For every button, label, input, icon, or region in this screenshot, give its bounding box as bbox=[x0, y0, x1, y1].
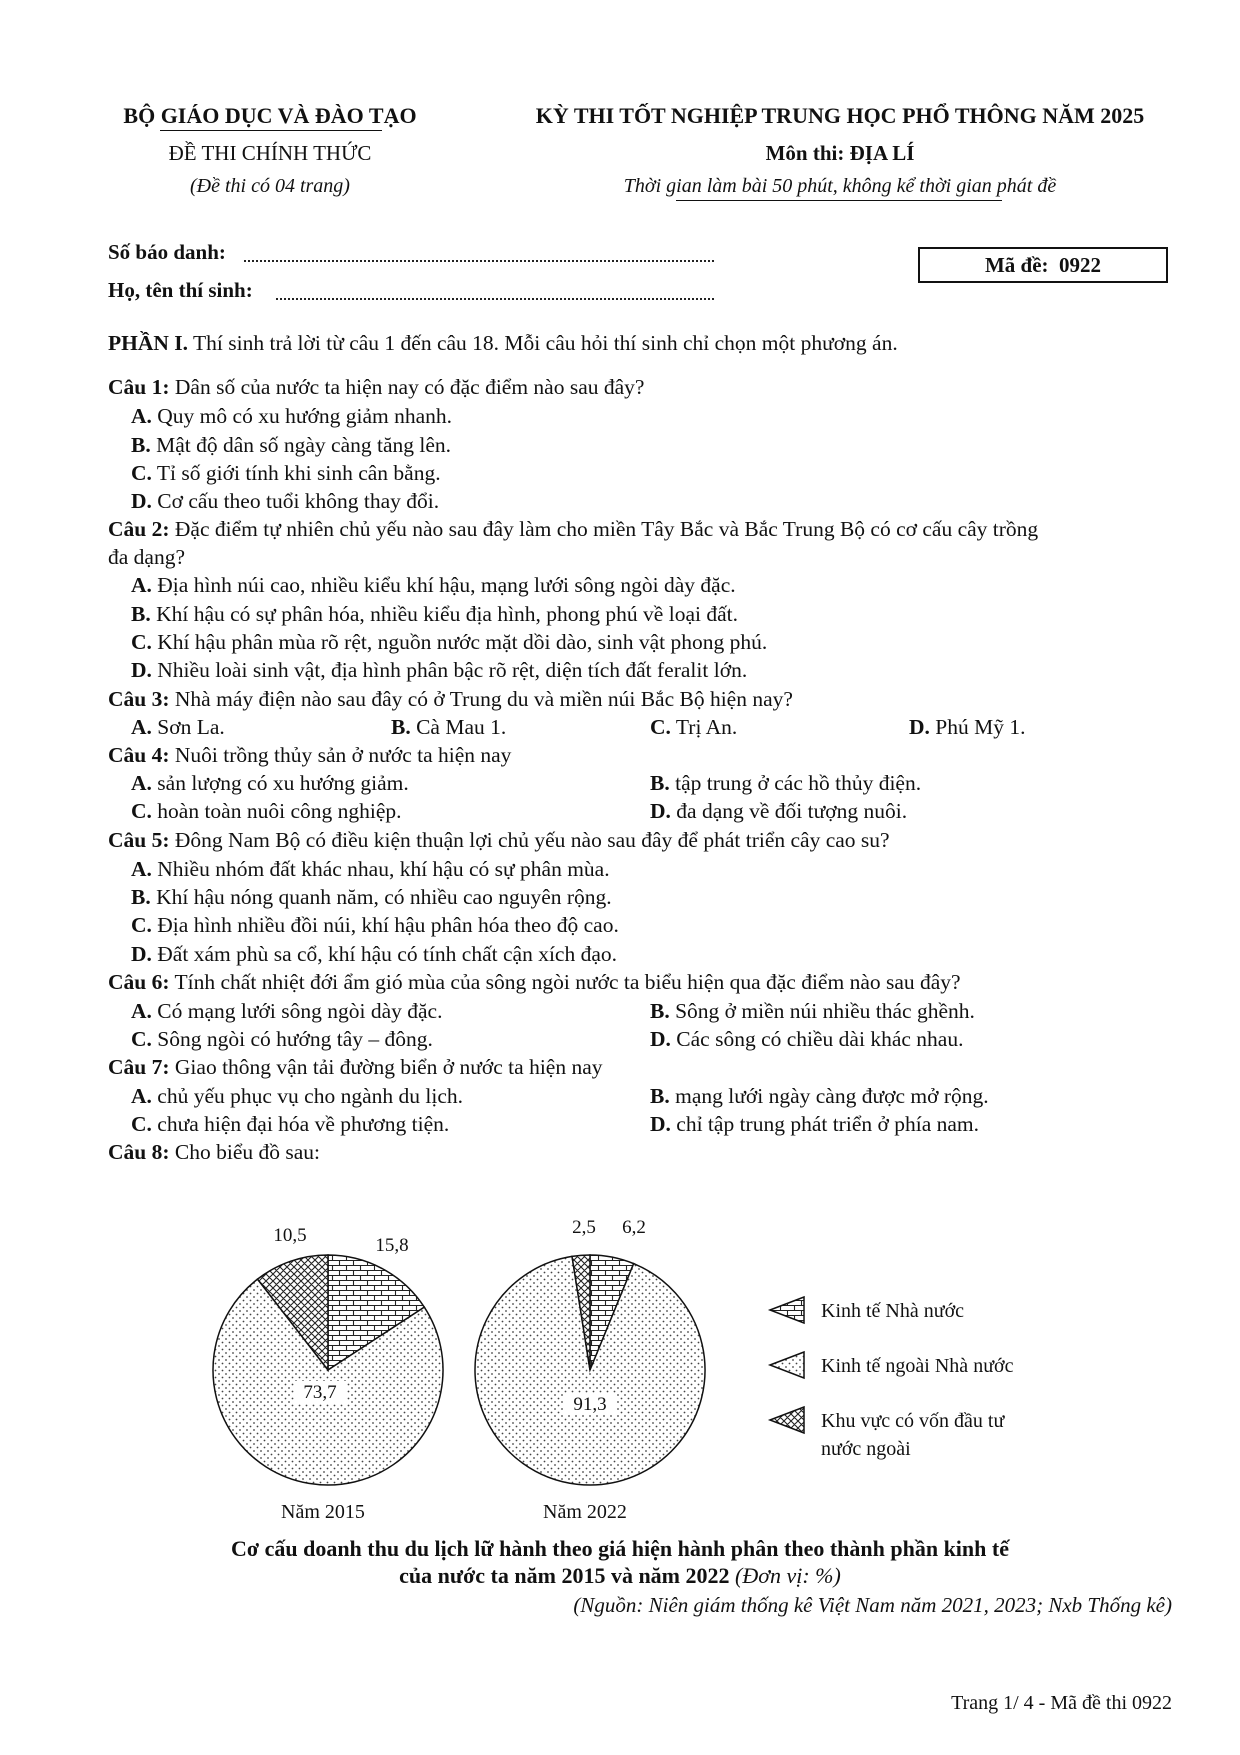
duration-underline bbox=[676, 200, 1002, 201]
candidate-name-label: Họ, tên thí sinh: bbox=[108, 278, 253, 302]
exam-code: 0922 bbox=[1059, 252, 1102, 277]
pie-0-label-2: 10,5 bbox=[273, 1225, 307, 1246]
q5-option-c[interactable]: C. Địa hình nhiều đồi núi, khí hậu phân hóa theo độ cao. bbox=[131, 913, 619, 937]
candidate-name-field[interactable] bbox=[276, 298, 714, 300]
question-1: Câu 1: Dân số của nước ta hiện nay có đặc điểm nào sau đây? bbox=[108, 375, 645, 399]
part-instructions bbox=[108, 329, 898, 357]
pie-1-year: Năm 2022 bbox=[543, 1501, 627, 1523]
official-label: ĐỀ THI CHÍNH THỨC bbox=[168, 141, 372, 165]
q1-option-d[interactable]: D. Cơ cấu theo tuổi không thay đổi. bbox=[131, 489, 440, 513]
question-6: Câu 6: Tính chất nhiệt đới ẩm gió mùa của sông ngòi nước ta biểu hiện qua đặc điểm nào sau đây? bbox=[108, 970, 961, 994]
ministry-name: BỘ GIÁO DỤC VÀ ĐÀO TẠO bbox=[123, 103, 417, 128]
q7-option-d[interactable]: D. chỉ tập trung phát triển ở phía nam. bbox=[650, 1112, 980, 1136]
legend-swatch-0 bbox=[770, 1297, 804, 1323]
pie-chart bbox=[0, 1170, 1240, 1550]
question-8: Câu 8: Cho biểu đồ sau: bbox=[108, 1140, 321, 1164]
candidate-id-label: Số báo danh: bbox=[108, 240, 226, 264]
legend-label-2-1: nước ngoài bbox=[821, 1438, 911, 1460]
q6-option-d[interactable]: D. Các sông có chiều dài khác nhau. bbox=[650, 1027, 964, 1051]
chart-source: (Nguồn: Niên giám thống kê Việt Nam năm 2021, 2023; Nxb Thống kê) bbox=[573, 1593, 1172, 1617]
q1-option-b[interactable]: B. Mật độ dân số ngày càng tăng lên. bbox=[131, 433, 452, 457]
q4-option-d[interactable]: D. đa dạng về đối tượng nuôi. bbox=[650, 799, 908, 823]
subject-label: Môn thi: bbox=[765, 141, 845, 165]
q3-option-d[interactable]: D. Phú Mỹ 1. bbox=[909, 715, 1026, 739]
q3-option-c[interactable]: C. Trị An. bbox=[650, 715, 738, 739]
chart-title-line2: của nước ta năm 2015 và năm 2022 bbox=[399, 1563, 730, 1588]
question-3: Câu 3: Nhà máy điện nào sau đây có ở Trung du và miền núi Bắc Bộ hiện nay? bbox=[108, 687, 793, 711]
question-2-cont: đa dạng? bbox=[108, 545, 186, 569]
chart-title: Cơ cấu doanh thu du lịch lữ hành theo giá hiện hành phân theo thành phần kinh tế bbox=[231, 1536, 1009, 1561]
q2-option-c[interactable]: C. Khí hậu phân mùa rõ rệt, nguồn nước mặt dồi dào, sinh vật phong phú. bbox=[131, 630, 768, 654]
subject-line bbox=[495, 140, 1185, 167]
part-text: Thí sinh trả lời từ câu 1 đến câu 18. Mỗi câu hỏi thí sinh chỉ chọn một phương án. bbox=[193, 331, 898, 355]
q4-option-a[interactable]: A. sản lượng có xu hướng giảm. bbox=[131, 771, 409, 795]
legend-swatch-1 bbox=[770, 1352, 804, 1378]
chart-title-2 bbox=[60, 1562, 1180, 1590]
q5-option-b[interactable]: B. Khí hậu nóng quanh năm, có nhiều cao nguyên rộng. bbox=[131, 885, 612, 909]
ministry-underline bbox=[160, 130, 382, 131]
q6-option-b[interactable]: B. Sông ở miền núi nhiều thác ghềnh. bbox=[650, 999, 975, 1023]
q2-option-b[interactable]: B. Khí hậu có sự phân hóa, nhiều kiểu địa hình, phong phú về loại đất. bbox=[131, 602, 738, 626]
part-label: PHẦN I. bbox=[108, 331, 189, 355]
chart-unit: (Đơn vị: %) bbox=[735, 1563, 841, 1588]
legend-label-1-0: Kinh tế ngoài Nhà nước bbox=[821, 1355, 1014, 1377]
exam-code-label: Mã đề: bbox=[984, 252, 1049, 277]
subject-name: ĐỊA LÍ bbox=[849, 141, 915, 165]
exam-duration: Thời gian làm bài 50 phút, không kể thời gian phát đề bbox=[623, 175, 1057, 197]
exam-code-box bbox=[918, 247, 1168, 283]
q7-option-a[interactable]: A. chủ yếu phục vụ cho ngành du lịch. bbox=[131, 1084, 463, 1108]
q2-option-a[interactable]: A. Địa hình núi cao, nhiều kiểu khí hậu, mạng lưới sông ngòi dày đặc. bbox=[131, 573, 736, 597]
candidate-id-field[interactable] bbox=[244, 260, 714, 262]
q2-option-d[interactable]: D. Nhiều loài sinh vật, địa hình phân bậc rõ rệt, diện tích đất feralit lớn. bbox=[131, 658, 748, 682]
q5-option-d[interactable]: D. Đất xám phù sa cổ, khí hậu có tính chất cận xích đạo. bbox=[131, 942, 618, 966]
question-2: Câu 2: Đặc điểm tự nhiên chủ yếu nào sau đây làm cho miền Tây Bắc và Bắc Trung Bộ có cơ cấu cây trồng bbox=[108, 517, 1039, 541]
legend-swatch-2 bbox=[770, 1407, 804, 1433]
q7-option-b[interactable]: B. mạng lưới ngày càng được mở rộng. bbox=[650, 1084, 989, 1108]
pie-1-label-1: 91,3 bbox=[573, 1394, 607, 1415]
q6-option-a[interactable]: A. Có mạng lưới sông ngòi dày đặc. bbox=[131, 999, 443, 1023]
q4-option-c[interactable]: C. hoàn toàn nuôi công nghiệp. bbox=[131, 799, 402, 823]
q7-option-c[interactable]: C. chưa hiện đại hóa về phương tiện. bbox=[131, 1112, 450, 1136]
q1-option-a[interactable]: A. Quy mô có xu hướng giảm nhanh. bbox=[131, 404, 453, 428]
exam-title: KỲ THI TỐT NGHIỆP TRUNG HỌC PHỔ THÔNG NĂM 2025 bbox=[535, 103, 1145, 128]
q4-option-b[interactable]: B. tập trung ở các hồ thủy điện. bbox=[650, 771, 922, 795]
legend-label-0-0: Kinh tế Nhà nước bbox=[821, 1300, 965, 1322]
question-5: Câu 5: Đông Nam Bộ có điều kiện thuận lợi chủ yếu nào sau đây để phát triển cây cao su? bbox=[108, 828, 890, 852]
q5-option-a[interactable]: A. Nhiều nhóm đất khác nhau, khí hậu có sự phân mùa. bbox=[131, 857, 610, 881]
question-4: Câu 4: Nuôi trồng thủy sản ở nước ta hiện nay bbox=[108, 743, 512, 767]
pie-1-label-2: 2,5 bbox=[572, 1217, 596, 1238]
page-count: (Đề thi có 04 trang) bbox=[190, 175, 350, 197]
q6-option-c[interactable]: C. Sông ngòi có hướng tây – đông. bbox=[131, 1027, 433, 1051]
pie-0-label-0: 15,8 bbox=[375, 1235, 409, 1256]
page-footer: Trang 1/ 4 - Mã đề thi 0922 bbox=[951, 1692, 1172, 1714]
pie-1-label-0: 6,2 bbox=[622, 1217, 646, 1238]
q3-option-b[interactable]: B. Cà Mau 1. bbox=[391, 715, 507, 739]
pie-0-year: Năm 2015 bbox=[281, 1501, 365, 1523]
q1-option-c[interactable]: C. Tỉ số giới tính khi sinh cân bằng. bbox=[131, 461, 441, 485]
legend-label-2-0: Khu vực có vốn đầu tư bbox=[821, 1410, 1005, 1432]
pie-0-label-1: 73,7 bbox=[303, 1382, 337, 1403]
question-7: Câu 7: Giao thông vận tải đường biển ở nước ta hiện nay bbox=[108, 1055, 603, 1079]
q3-option-a[interactable]: A. Sơn La. bbox=[131, 715, 225, 739]
